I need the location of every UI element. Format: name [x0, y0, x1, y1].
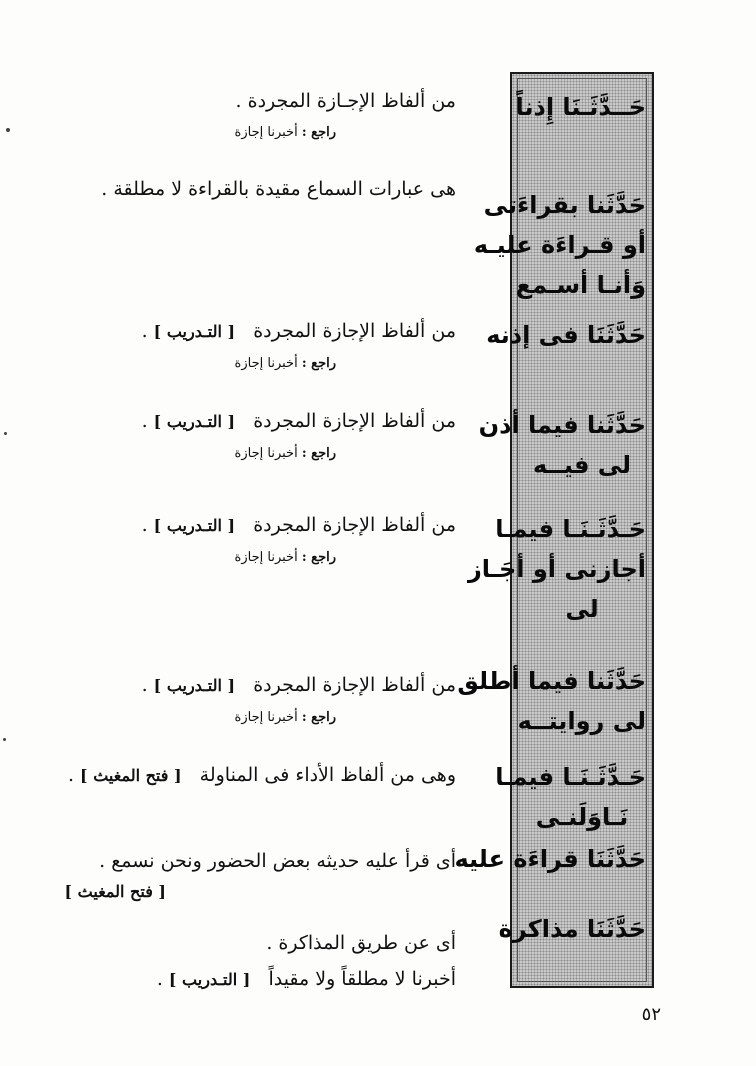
term-9	[498, 909, 646, 949]
sentence-end: .	[141, 674, 148, 696]
definition-6	[36, 672, 456, 727]
scan-speck	[3, 738, 6, 741]
definition-text: من ألفاظ الإجازة المجردة	[253, 410, 456, 432]
definition-4	[36, 408, 456, 463]
term-4	[478, 405, 646, 485]
term-line: لى فيــه	[532, 451, 632, 479]
see-also	[36, 355, 336, 373]
definition-8	[36, 848, 456, 905]
term-8	[454, 839, 646, 879]
definition-2	[36, 176, 456, 202]
term-2	[473, 185, 646, 305]
sentence-end: .	[141, 410, 148, 432]
see-also-label: راجع :	[301, 356, 336, 371]
term-line: حَدَّثَنا بقراءَتى	[483, 191, 646, 219]
term-line: حَدَّثَنَا قراءَة عليه	[454, 845, 646, 873]
definition-text-line	[36, 512, 456, 539]
see-also-target: أخبرنا إجازة	[234, 710, 298, 725]
definition-text-line	[36, 672, 456, 699]
definition-1	[36, 88, 456, 142]
definition-text: أى عن طريق المذاكرة .	[266, 932, 456, 954]
source-citation: [ التـدريب ]	[153, 412, 236, 431]
definition-3	[36, 318, 456, 373]
term-line: حَــدَّثَـنَا إِذناً	[515, 93, 646, 121]
sentence-end: .	[67, 764, 74, 786]
term-line: نَـاوَلَنـى	[535, 803, 629, 831]
source-citation: [ التـدريب ]	[153, 676, 236, 695]
definition-text-line	[36, 762, 456, 789]
definition-text: من ألفاظ الإجازة المجردة	[253, 514, 456, 536]
definition-9	[36, 930, 456, 993]
terms-sidebar	[454, 72, 654, 988]
terms-sidebar-inner-frame	[454, 78, 647, 982]
source-citation: [ فتح المغيث ]	[64, 882, 166, 901]
see-also	[36, 124, 336, 142]
term-3	[486, 315, 646, 355]
term-5	[467, 509, 646, 629]
term-line: حَدَّثَنا فيما أذن	[478, 411, 646, 439]
see-also-target: أخبرنا إجازة	[234, 550, 298, 565]
term-line: حَدَّثَنَا فى إذنه	[486, 321, 646, 349]
term-line: أو قـراءَة عليـه	[473, 231, 646, 259]
definition-text: من ألفاظ الإجازة المجردة	[253, 320, 456, 342]
definition-text-continued: أخبرنا لا مطلقاً ولا مقيداً	[268, 968, 456, 990]
term-6	[457, 661, 646, 741]
definition-text: أى قرأ عليه حديثه بعض الحضور ونحن نسمع .	[99, 850, 456, 872]
see-also	[36, 709, 336, 727]
source-citation: [ التـدريب ]	[168, 970, 251, 989]
see-also-target: أخبرنا إجازة	[234, 356, 298, 371]
see-also	[36, 549, 336, 567]
definition-text-line	[36, 318, 456, 345]
see-also-label: راجع :	[301, 550, 336, 565]
term-7	[495, 757, 646, 837]
scan-speck	[6, 128, 10, 132]
sentence-end: .	[156, 968, 163, 990]
term-line: وَأنـا أسـمع	[515, 271, 646, 299]
source-citation: [ التـدريب ]	[153, 322, 236, 341]
source-citation: [ فتح المغيث ]	[80, 766, 182, 785]
scan-speck	[4, 432, 7, 435]
term-line: حَدَّثَنَا مذاكرة	[498, 915, 646, 943]
definition-5	[36, 512, 456, 567]
source-citation: [ التـدريب ]	[153, 516, 236, 535]
term-line: حَـدَّثَـنَـا فيمـا	[495, 763, 646, 791]
definition-text-line	[36, 966, 456, 993]
definition-text: وهى من ألفاظ الأداء فى المناولة	[199, 764, 456, 786]
see-also-target: أخبرنا إجازة	[234, 446, 298, 461]
definition-text-line	[36, 408, 456, 435]
term-line: أجازنى أو أجَـاز	[467, 555, 646, 583]
definition-text: من ألفاظ الإجازة المجردة	[253, 674, 456, 696]
page-number: ٥٢	[641, 1004, 661, 1025]
term-line: حَدَّثَنا فيما أطلق	[457, 667, 646, 695]
term-line: حَـدَّثَـنَـا فيمـا	[495, 515, 646, 543]
definition-text: هى عبارات السماع مقيدة بالقراءة لا مطلقة .	[101, 178, 456, 200]
definition-text-line	[36, 878, 166, 905]
see-also-label: راجع :	[301, 125, 336, 140]
sentence-end: .	[141, 514, 148, 536]
term-1	[515, 87, 646, 127]
definition-text: من ألفاظ الإجـازة المجردة .	[235, 90, 456, 112]
term-line: لى روايتــه	[517, 707, 646, 735]
see-also-target: أخبرنا إجازة	[234, 125, 298, 140]
see-also-label: راجع :	[301, 710, 336, 725]
see-also	[36, 445, 336, 463]
term-line: لى	[565, 595, 599, 623]
sentence-end: .	[141, 320, 148, 342]
definition-7	[36, 762, 456, 789]
see-also-label: راجع :	[301, 446, 336, 461]
